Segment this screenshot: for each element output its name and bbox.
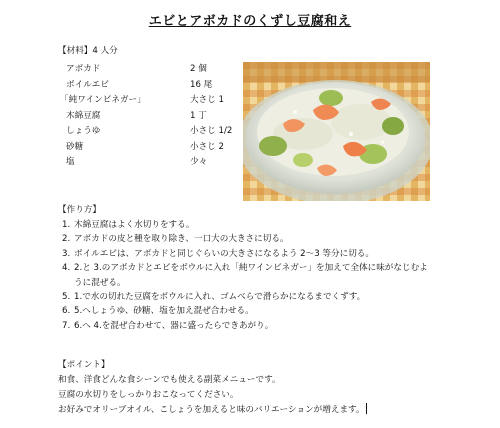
- method-step: [58, 290, 448, 304]
- method-step: [58, 218, 448, 232]
- step-number: 1.: [62, 220, 71, 230]
- method-step: [58, 261, 448, 275]
- ingredient-name: しょうゆ: [66, 126, 101, 136]
- step-number: 5.: [62, 292, 71, 303]
- point-line: 和食、洋食どんな食シーンでも使える副菜メニューです。: [58, 375, 281, 385]
- ingredient-amount: 2 個: [190, 64, 207, 74]
- step-text: 木綿豆腐はよく水切りをする。: [74, 220, 195, 230]
- ingredient-row: [58, 140, 248, 156]
- step-number: 7.: [62, 320, 71, 331]
- method-step: [58, 232, 448, 246]
- ingredient-amount: 1 丁: [190, 110, 207, 121]
- ingredient-amount: 少々: [190, 157, 208, 167]
- ingredient-row: [58, 93, 248, 109]
- step-text: 5.へしょうゆ、砂糖、塩を加え混ぜ合わせる。: [74, 306, 254, 317]
- ingredient-row: [58, 109, 248, 125]
- ingredient-row: [58, 62, 248, 78]
- step-text: ボイルエビは、アボカドと同じぐらいの大きさになるよう 2～3 等分に切る。: [74, 248, 374, 259]
- ingredient-row: [58, 155, 248, 171]
- ingredient-name: アボカド: [66, 64, 101, 74]
- step-text: アボカドの皮と種を取り除き、一口大の大きさに切る。: [74, 234, 289, 245]
- step-text: 6.へ 4.を混ぜ合わせて、器に盛ったらできあがり。: [74, 320, 274, 331]
- dish-illustration: [243, 62, 430, 201]
- point-line[interactable]: [58, 403, 367, 418]
- ingredients-list: [58, 62, 248, 171]
- method-step: [58, 304, 448, 318]
- ingredient-amount: 小さじ 2: [190, 141, 224, 152]
- point-line: 豆腐の水切りをしっかりおこなってください。: [58, 390, 239, 401]
- step-text: 2.と 3.のアボカドとエビをボウルに入れ「純ワインビネガー」を加えて全体に味がなじむよ: [74, 263, 428, 274]
- step-text: 1.で水の切れた豆腐をボウルに入れ、ゴムべらで滑らかになるまでくずす。: [74, 292, 366, 303]
- ingredient-name: ボイルエビ: [66, 79, 109, 90]
- dish-photo: [243, 62, 430, 201]
- step-number: 2.: [62, 234, 71, 245]
- method-header: 【作り方】: [58, 205, 101, 215]
- ingredient-row: [58, 124, 248, 140]
- text-cursor: [366, 403, 367, 414]
- method-step: [58, 247, 448, 261]
- step-number: 4.: [62, 263, 71, 274]
- recipe-title: エビとアボカドのくずし豆腐和え: [148, 14, 352, 29]
- ingredient-name: 砂糖: [66, 141, 84, 152]
- step-number: 6.: [62, 306, 71, 317]
- ingredients-header: 【材料】4 人分: [58, 46, 118, 56]
- ingredient-name: 木綿豆腐: [66, 110, 101, 121]
- ingredient-name: 塩: [66, 157, 75, 167]
- step-text-continuation: うに混ぜる。: [74, 277, 126, 288]
- ingredient-row: [58, 78, 248, 94]
- step-number: 3.: [62, 248, 71, 259]
- ingredient-amount: 小さじ 1/2: [190, 126, 233, 136]
- ingredient-amount: 大さじ 1: [190, 95, 224, 105]
- point-list: [58, 373, 367, 419]
- point-header: 【ポイント】: [58, 360, 110, 370]
- point-line-text: お好みでオリーブオイル、こしょうを加えると味のバリエーションが増えます。: [58, 405, 365, 416]
- method-step-continuation: [58, 276, 448, 290]
- method-steps: [58, 218, 448, 333]
- ingredient-amount: 16 尾: [190, 79, 213, 90]
- ingredient-name: 「純ワインビネガー」: [60, 95, 146, 105]
- method-step: [58, 319, 448, 333]
